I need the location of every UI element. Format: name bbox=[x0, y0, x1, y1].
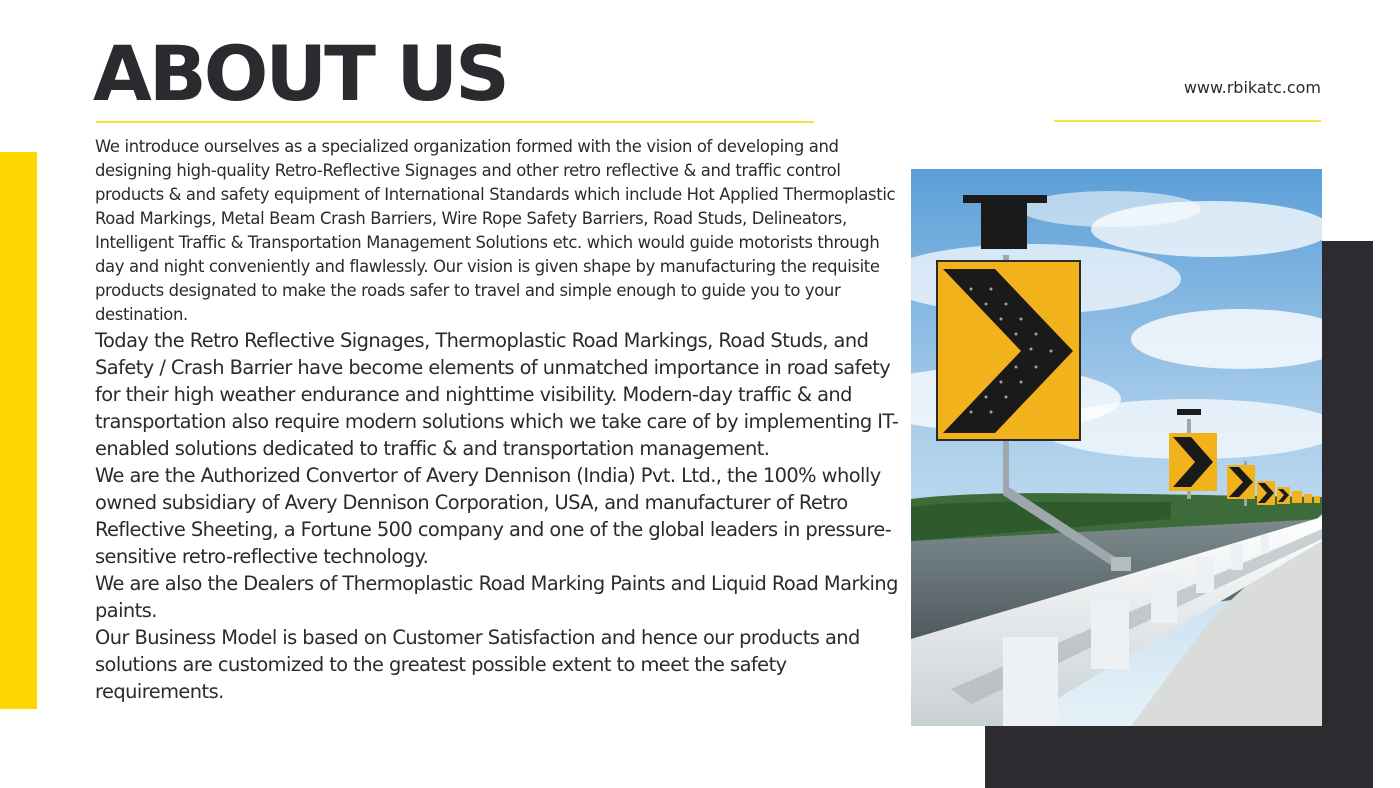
yellow-accent-bar bbox=[0, 152, 37, 709]
page-title: ABOUT US bbox=[93, 29, 507, 118]
website-underline bbox=[1054, 120, 1321, 122]
about-paragraph-intro: We introduce ourselves as a specialized organization formed with the vision of developing and designing high-quality Retro-Reflective Signages and other retro reflective & and traffic control products & and safety equipment of International Standards which include Hot Applied Thermoplastic Road Markings, Metal Beam Crash Barriers, Wire Rope Safety Barriers, Road Studs, Delineators, Intelligent Traffic & Transportation Management Solutions etc. which would guide motorists through day and night conveniently and flawlessly. Our vision is given shape by manufacturing the requisite products designated to make the roads safer to travel and simple enough to guide you to your destination. bbox=[95, 137, 896, 324]
about-paragraph-avery: We are the Authorized Convertor of Avery Dennison (India) Pvt. Ltd., the 100% wholly owned subsidiary of Avery Dennison Corporation, USA, and manufacturer of Retro Reflective Sheeting, a Fortune 500 company and one of the global leaders in pressure-sensitive retro-reflective technology. bbox=[95, 464, 892, 568]
website-link[interactable]: www.rbikatc.com bbox=[1183, 78, 1321, 97]
title-underline bbox=[96, 121, 814, 123]
about-paragraph-business-model: Our Business Model is based on Customer Satisfaction and hence our products and solutions are customized to the greatest possible extent to meet the safety requirements. bbox=[95, 626, 860, 703]
about-body bbox=[95, 135, 900, 705]
about-paragraph-importance: Today the Retro Reflective Signages, Thermoplastic Road Markings, Road Studs, and Safety / Crash Barrier have become elements of unmatched importance in road safety for their high weather endurance and nighttime visibility. Modern-day traffic & and transportation also require modern solutions which we take care of by implementing IT-enabled solutions dedicated to traffic & and transportation management. bbox=[95, 329, 899, 460]
about-paragraph-dealers: We are also the Dealers of Thermoplastic Road Marking Paints and Liquid Road Marking paints. bbox=[95, 572, 898, 622]
road-chevron-signs-photo bbox=[911, 169, 1322, 726]
